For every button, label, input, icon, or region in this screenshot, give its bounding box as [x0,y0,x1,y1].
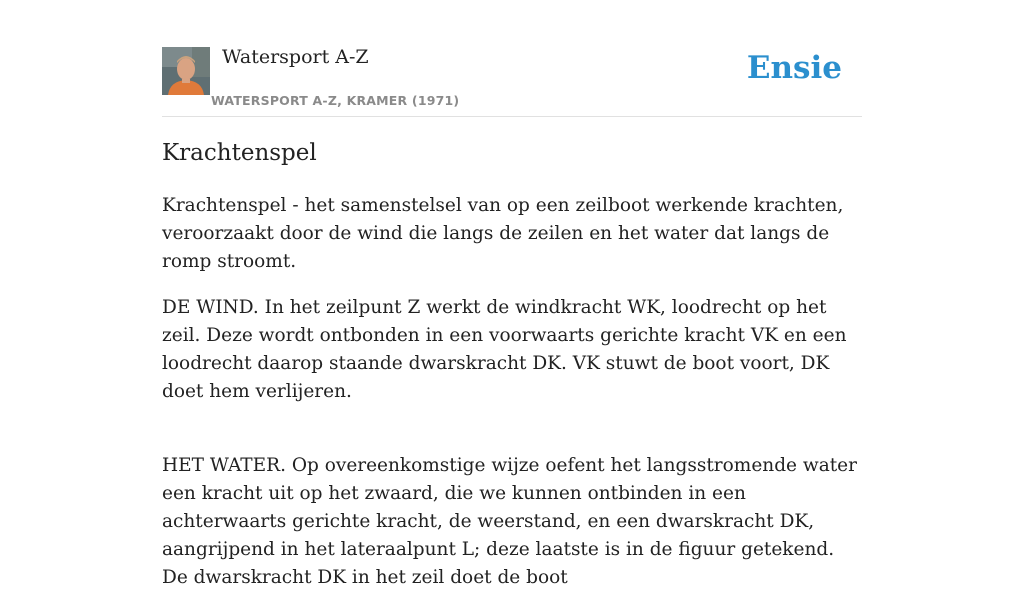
wind-paragraph: DE WIND. In het zeilpunt Z werkt de windkracht WK, loodrecht op het zeil. Deze wordt ontbonden in een voorwaarts gerichte kracht VK en een loodrecht daarop staande dwarskracht DK. VK stuwt de boot voort, DK doet hem verlijeren. [162,297,847,402]
paragraph-spacer [162,424,862,452]
ensie-logo[interactable]: Ensie [746,50,842,86]
entry-title: Krachtenspel [162,140,317,166]
entry-content [162,192,862,610]
book-title[interactable]: Watersport A-Z [222,46,369,68]
definition-paragraph: Krachtenspel - het samenstelsel van op een zeilboot werkende krachten, veroorzaakt door de wind die langs de zeilen en het water dat langs de romp stroomt. [162,195,844,272]
header [162,0,862,117]
author-avatar[interactable] [162,47,210,95]
water-paragraph: HET WATER. Op overeenkomstige wijze oefent het langsstromende water een kracht uit op het zwaard, die we kunnen ontbinden in een achterwaarts gerichte kracht, de weerstand, en een dwarskracht DK, aangrijpend in het lateraalpunt L; deze laatste is in de figuur getekend. De dwarskracht DK in het zeil doet de boot [162,455,857,588]
source-label[interactable]: WATERSPORT A-Z, KRAMER (1971) [211,93,460,108]
